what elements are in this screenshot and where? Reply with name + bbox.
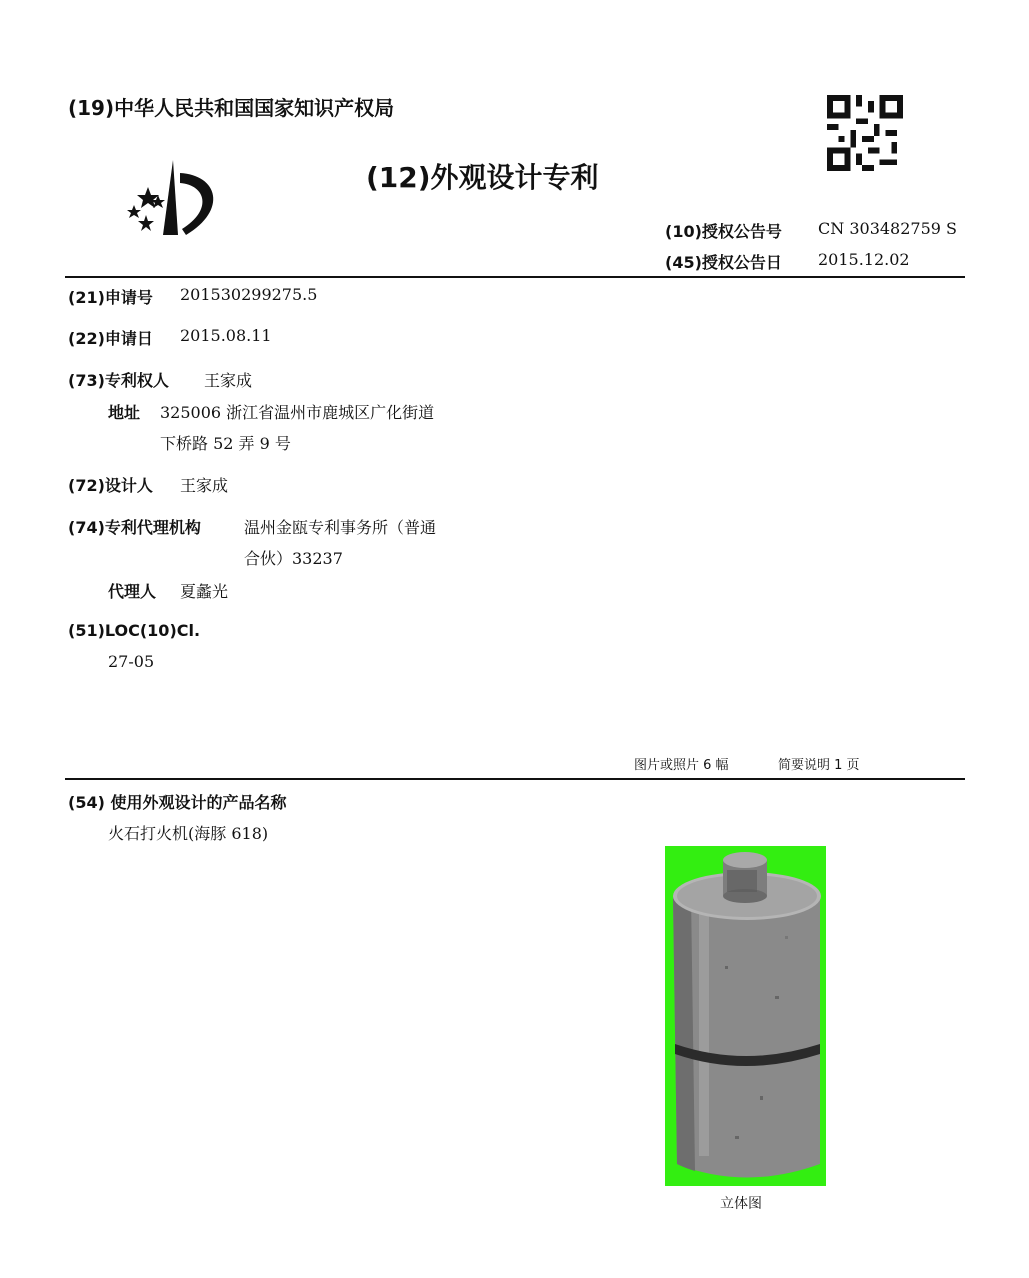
qr-code xyxy=(826,95,904,171)
app-date: 2015.08.11 xyxy=(180,326,272,345)
grant-pub-no-label: (10)授权公告号 xyxy=(665,222,782,241)
loc-value: 27-05 xyxy=(108,652,155,671)
app-no-label: (21)申请号 xyxy=(68,288,153,307)
grant-date: 2015.12.02 xyxy=(818,250,910,269)
grant-pub-no: CN 303482759 S xyxy=(818,219,957,238)
address-line-1: 325006 浙江省温州市鹿城区广化街道 xyxy=(160,403,435,422)
lighter-perspective-figure xyxy=(665,846,826,1186)
patentee-label: (73)专利权人 xyxy=(68,371,169,390)
product-name-label: (54) 使用外观设计的产品名称 xyxy=(68,793,287,812)
cnipa-logo xyxy=(118,155,228,240)
designer: 王家成 xyxy=(180,476,229,495)
description-count: 简要说明 1 页 xyxy=(778,758,860,773)
agent: 夏蠡光 xyxy=(180,582,229,601)
designer-label: (72)设计人 xyxy=(68,476,153,495)
agency-line-2: 合伙）33237 xyxy=(244,549,343,568)
patentee: 王家成 xyxy=(204,371,253,390)
header-divider xyxy=(65,276,965,278)
section-divider xyxy=(65,778,965,780)
loc-label: (51)LOC(10)Cl. xyxy=(68,621,201,640)
product-name: 火石打火机(海豚 618) xyxy=(108,824,269,843)
grant-date-label: (45)授权公告日 xyxy=(665,253,782,272)
address-line-2: 下桥路 52 弄 9 号 xyxy=(160,434,291,453)
office-name: (19)中华人民共和国国家知识产权局 xyxy=(68,96,395,120)
figure-count: 图片或照片 6 幅 xyxy=(634,758,729,773)
document-type: (12)外观设计专利 xyxy=(366,161,599,194)
app-date-label: (22)申请日 xyxy=(68,329,153,348)
agency-label: (74)专利代理机构 xyxy=(68,518,201,537)
address-label: 地址 xyxy=(108,403,141,422)
agent-label: 代理人 xyxy=(108,582,157,601)
app-no: 201530299275.5 xyxy=(180,285,318,304)
figure-caption: 立体图 xyxy=(720,1196,762,1212)
agency-line-1: 温州金瓯专利事务所（普通 xyxy=(244,518,437,537)
